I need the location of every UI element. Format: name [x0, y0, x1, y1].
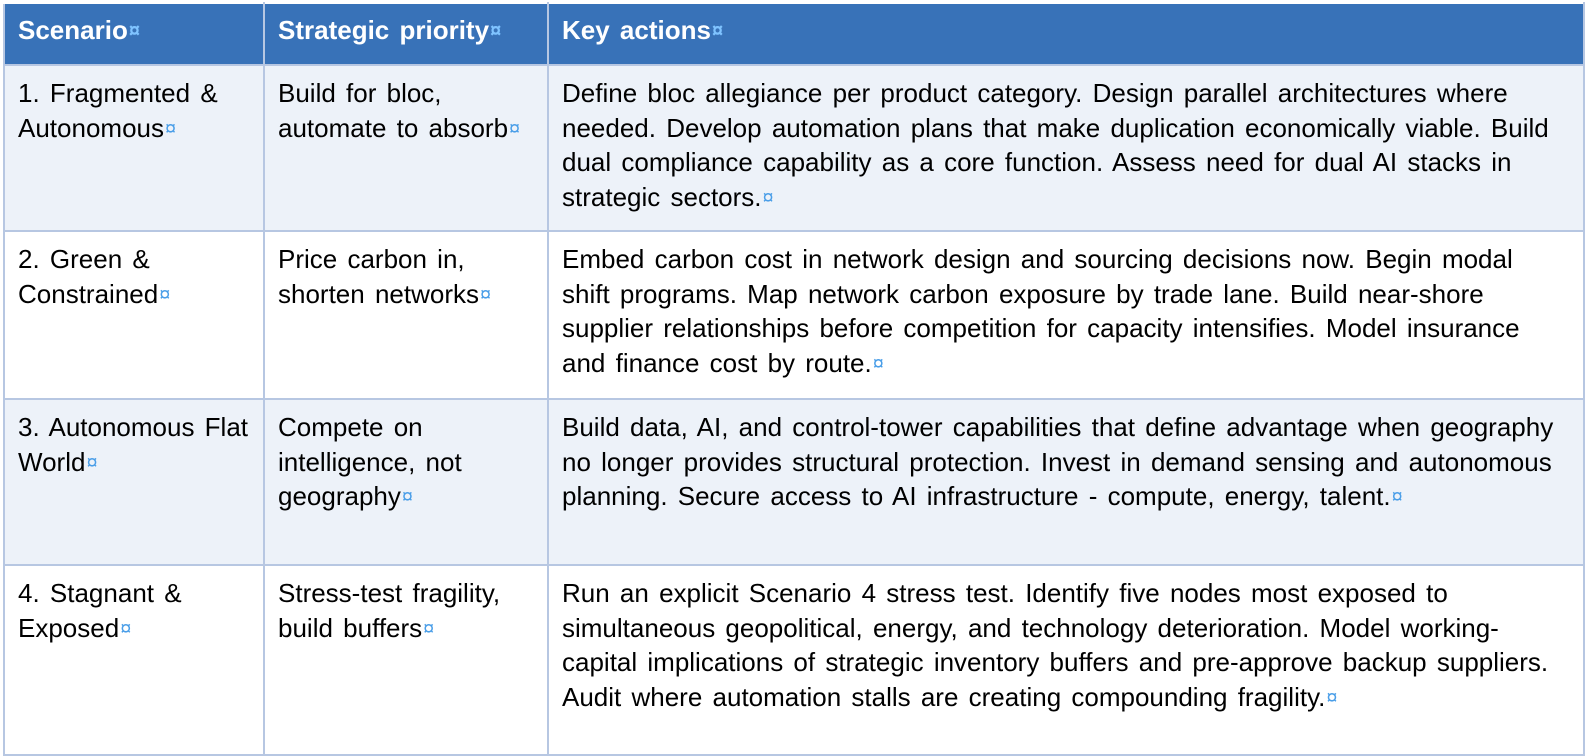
actions-text: Run an explicit Scenario 4 stress test. Identify five nodes most exposed to simultaneous geopolitical, energy, and technology deterioration. Model working-capital implications of strategic inventory buffers and pre-approve backup suppliers. Audit where automation stalls are creating compounding fragility.: [562, 578, 1549, 712]
table-row: [4, 565, 1584, 755]
priority-cell[interactable]: [264, 565, 548, 755]
table-row: [4, 65, 1584, 231]
priority-text: Price carbon in, shorten networks: [278, 244, 479, 309]
header-actions-label: Key actions: [562, 15, 711, 45]
cell-end-mark-icon: ¤: [423, 617, 435, 640]
scenario-cell[interactable]: [4, 65, 264, 231]
priority-text: Build for bloc, automate to absorb: [278, 78, 509, 143]
cell-end-mark-icon: ¤: [159, 283, 171, 306]
scenario-text: 4. Stagnant & Exposed: [18, 578, 182, 643]
cell-end-mark-icon: ¤: [1326, 686, 1338, 709]
header-scenario-label: Scenario: [18, 15, 128, 45]
cell-end-mark-icon: ¤: [1391, 486, 1403, 508]
table-row: [4, 231, 1584, 399]
table-body: [4, 65, 1584, 755]
priority-text: Compete on intelligence, not geography: [278, 412, 462, 511]
priority-cell[interactable]: [264, 65, 548, 231]
actions-cell[interactable]: [548, 65, 1584, 231]
header-cell-actions[interactable]: [548, 3, 1584, 65]
priority-cell[interactable]: [264, 231, 548, 399]
scenario-cell[interactable]: [4, 565, 264, 755]
table-header: [4, 3, 1584, 65]
header-cell-priority[interactable]: [264, 3, 548, 65]
cell-end-mark-icon: ¤: [164, 117, 177, 140]
priority-cell[interactable]: [264, 399, 548, 565]
table-row: [4, 399, 1584, 565]
header-priority-label: Strategic priority: [278, 15, 490, 45]
cell-end-mark-icon: ¤: [128, 20, 140, 42]
cell-end-mark-icon: ¤: [711, 20, 724, 42]
actions-cell[interactable]: [548, 565, 1584, 755]
cell-end-mark-icon: ¤: [762, 186, 774, 209]
header-cell-scenario[interactable]: [4, 3, 264, 65]
actions-cell[interactable]: [548, 399, 1584, 565]
scenario-text: 1. Fragmented & Autonomous: [18, 78, 218, 143]
actions-text: Build data, AI, and control-tower capabilities that define advantage when geography no longer provides structural protection. Invest in demand sensing and autonomous planning. Secure access to AI infrastructure - compute, energy, talent.: [562, 412, 1554, 511]
cell-end-mark-icon: ¤: [872, 352, 884, 375]
actions-text: Define bloc allegiance per product category. Design parallel architectures where needed. Develop automation plans that make duplication economically viable. Build dual compliance capability as a core function. Assess need for dual AI stacks in strategic sectors.: [562, 78, 1549, 212]
actions-text: Embed carbon cost in network design and sourcing decisions now. Begin modal shift programs. Map network carbon exposure by trade lane. Build near-shore supplier relationships before competition for capacity intensifies. Model insurance and finance cost by route.: [562, 244, 1520, 378]
cell-end-mark-icon: ¤: [401, 486, 414, 508]
cell-end-mark-icon: ¤: [509, 117, 521, 140]
priority-text: Stress-test fragility, build buffers: [278, 578, 501, 643]
cell-end-mark-icon: ¤: [86, 451, 98, 474]
cell-end-mark-icon: ¤: [490, 20, 502, 42]
header-row: [4, 3, 1584, 65]
scenario-text: 2. Green & Constrained: [18, 244, 159, 309]
cell-end-mark-icon: ¤: [120, 617, 132, 640]
scenario-text: 3. Autonomous Flat World: [18, 412, 249, 477]
actions-cell[interactable]: [548, 231, 1584, 399]
scenario-cell[interactable]: [4, 399, 264, 565]
scenario-table: [3, 2, 1585, 756]
cell-end-mark-icon: ¤: [479, 283, 492, 306]
scenario-cell[interactable]: [4, 231, 264, 399]
